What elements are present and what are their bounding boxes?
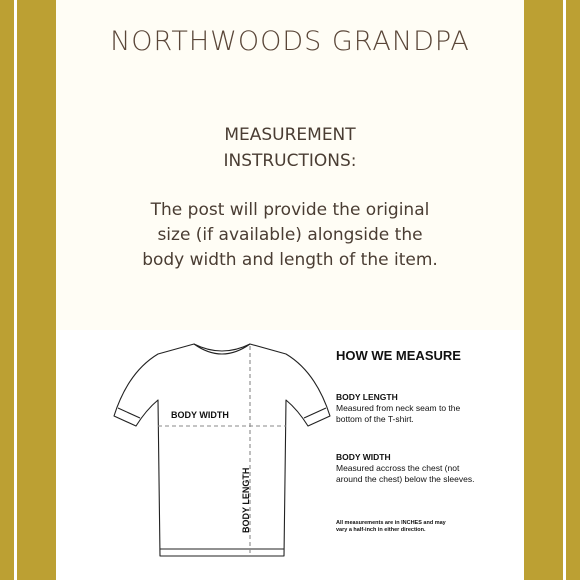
body-length-block bbox=[336, 392, 476, 425]
brand-title: NORTHWOODS GRANDPA bbox=[110, 26, 470, 57]
left-gold-panel bbox=[0, 0, 56, 580]
right-white-stripe bbox=[563, 0, 566, 580]
section-heading bbox=[56, 122, 524, 174]
body-width-title: BODY WIDTH bbox=[336, 452, 391, 462]
body-width-block bbox=[336, 452, 476, 485]
body-length-label: BODY LENGTH bbox=[241, 467, 251, 533]
heading-line-1: MEASUREMENT bbox=[224, 125, 356, 145]
body-width-desc: Measured accross the chest (not around the chest) below the sleeves. bbox=[336, 463, 475, 484]
heading-line-2: INSTRUCTIONS: bbox=[223, 151, 357, 171]
body-width-label: BODY WIDTH bbox=[171, 410, 229, 420]
tshirt-outline-icon bbox=[106, 338, 336, 568]
measure-diagram bbox=[56, 330, 524, 580]
left-white-stripe bbox=[14, 0, 17, 580]
right-gold-panel bbox=[524, 0, 580, 580]
body-length-title: BODY LENGTH bbox=[336, 392, 398, 402]
how-we-measure-title: HOW WE MEASURE bbox=[336, 348, 461, 363]
measurement-note: All measurements are in INCHES and may vary a half-inch in either direction. bbox=[336, 520, 446, 533]
intro-text: The post will provide the original size (if available) alongside the body width and length of the item. bbox=[142, 200, 438, 270]
body-length-desc: Measured from neck seam to the bottom of the T-shirt. bbox=[336, 403, 461, 424]
